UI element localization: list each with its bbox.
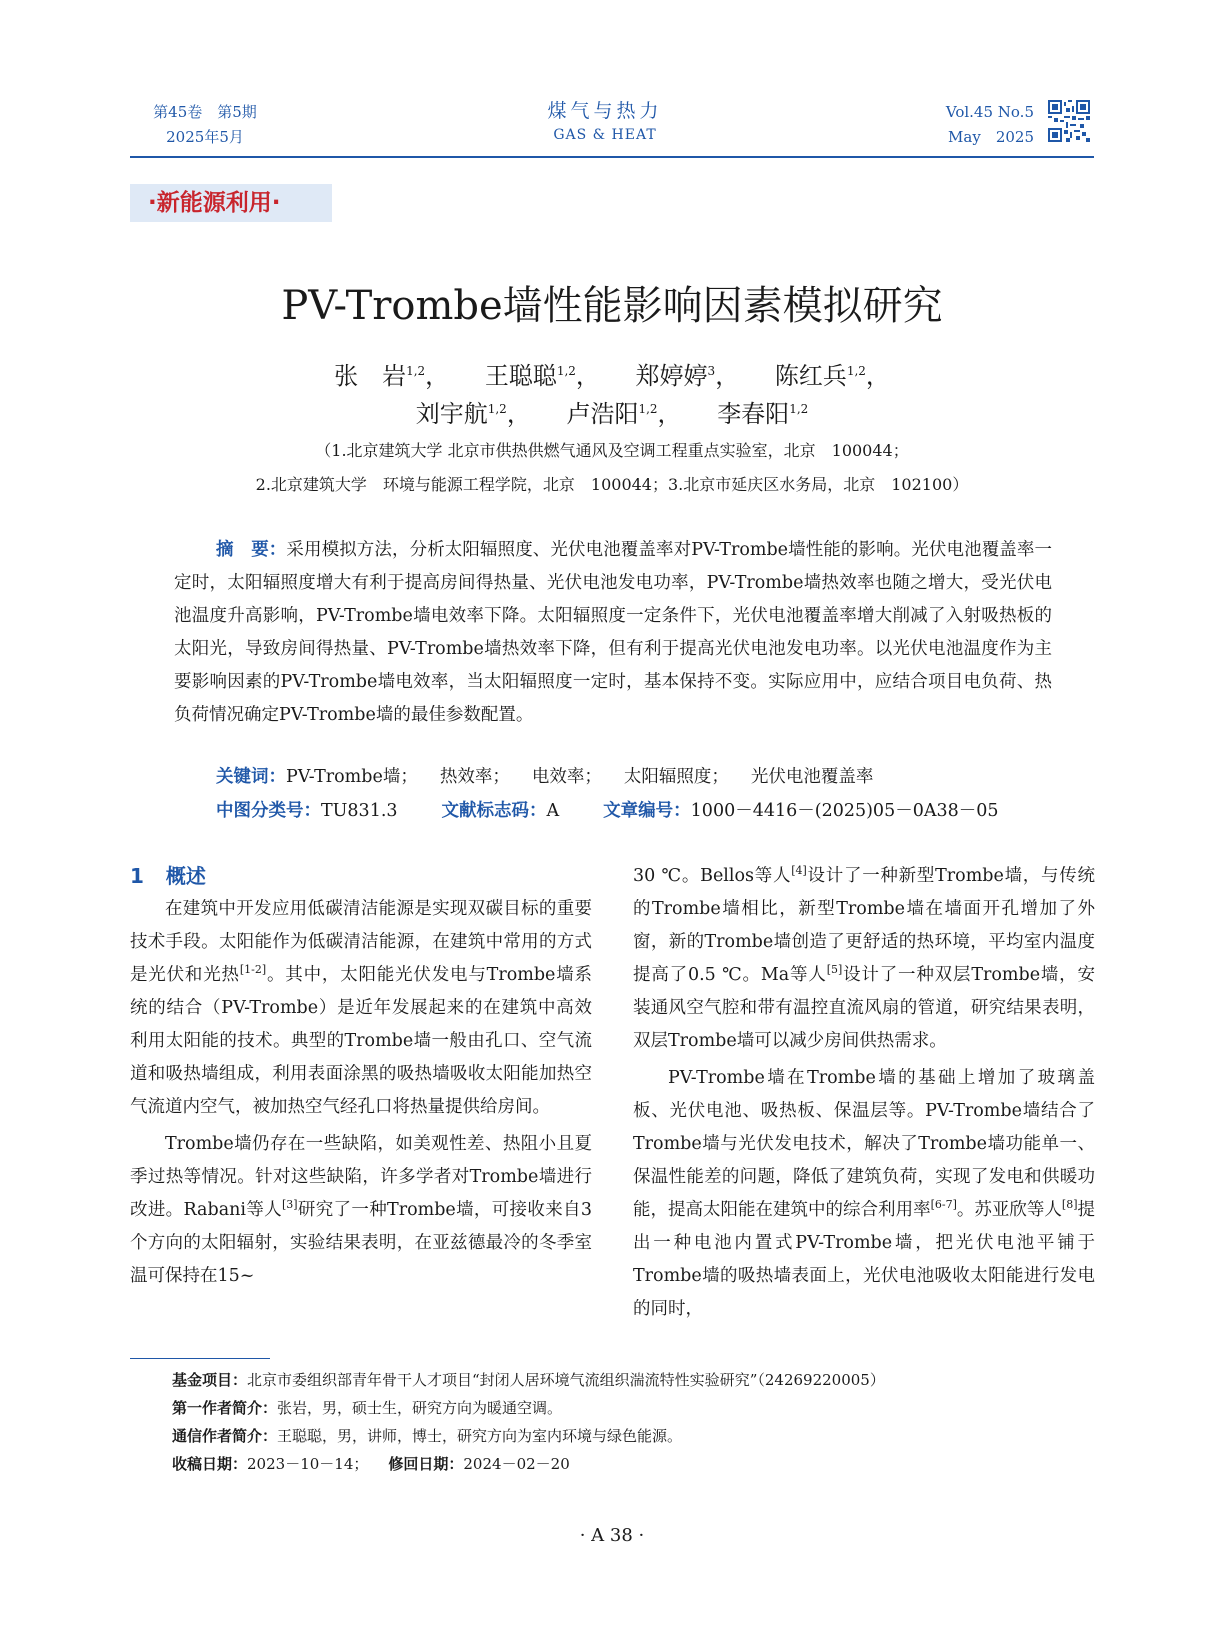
keyword: 太阳辐照度；: [623, 767, 729, 787]
journal-name-en: GAS & HEAT: [553, 127, 657, 143]
footnote-fund: 基金项目：北京市委组织部青年骨干人才项目“封闭人居环境气流组织湍流特性实验研究”（24269220005）: [172, 1371, 885, 1389]
author-list-line-2: [0, 396, 1224, 432]
page-number: · A 38 ·: [579, 1525, 645, 1546]
citation: [8]: [1061, 1198, 1078, 1212]
abstract: [174, 534, 1052, 732]
citation: [3]: [281, 1198, 298, 1212]
journal-issue-info-en: [938, 100, 1034, 150]
author: 王聪聪$^{1,2}$，: [484, 362, 600, 390]
keywords-label: 关键词：: [216, 767, 286, 787]
author: 陈红兵$^{1,2}$，: [774, 362, 890, 390]
volume-issue: 第45卷 第5期: [153, 103, 257, 121]
citation: [5]: [826, 963, 843, 977]
citation: [4]: [791, 864, 807, 878]
qr-code-icon: [1048, 100, 1090, 142]
body-paragraph: 30 ℃。Bellos等人[4]设计了一种新型Trombe墙，与传统的Trombe墙相比，新型Trombe墙在墙面开孔增加了外窗，新的Trombe墙创造了更舒适的热环境，平均室内温度提高了0.5 ℃。Ma等人[5]设计了一种双层Trombe墙，安装通风空气腔和带有温控直流风扇的管道，研究结果表明，双层Trombe墙可以减少房间供热需求。: [633, 864, 1095, 1051]
body-column-right: [633, 860, 1095, 1326]
author: 刘宇航$^{1,2}$，: [415, 400, 531, 428]
body-paragraph: PV-Trombe墙在Trombe墙的基础上增加了玻璃盖板、光伏电池、吸热板、保温层等。PV-Trombe墙结合了Trombe墙与光伏发电技术，解决了Trombe墙功能单一、保温性能差的问题，降低了建筑负荷，实现了发电和供暖功能，提高太阳能在建筑中的综合利用率[6-7]。苏亚欣等人[8]提出一种电池内置式PV-Trombe墙，把光伏电池平铺于Trombe墙的吸热墙表面上，光伏电池吸收太阳能进行发电的同时，: [633, 1068, 1096, 1319]
keywords: [216, 762, 873, 792]
keyword: 电效率；: [531, 767, 602, 787]
footnote-first-author: 第一作者简介：张岩，男，硕士生，研究方向为暖通空调。: [172, 1399, 563, 1417]
section-tag: ·新能源利用·: [130, 184, 332, 222]
journal-name-cn: 煤气与热力: [547, 100, 663, 122]
section-heading: 1 概述: [130, 864, 206, 888]
keyword: PV-Trombe墙；: [286, 767, 418, 787]
author: 郑婷婷$^3$，: [635, 362, 740, 390]
keyword: 热效率；: [439, 767, 510, 787]
classification-info: [216, 796, 999, 826]
author-list-line-1: [0, 358, 1224, 394]
clc-value: TU831.3: [321, 801, 398, 821]
volume-issue-en: Vol.45 No.5: [945, 103, 1034, 121]
issue-date-en: May 2025: [948, 128, 1034, 146]
citation: [1-2]: [239, 963, 267, 977]
issue-date-cn: 2025年5月: [166, 128, 244, 146]
affiliation-line-2: 2.北京建筑大学 环境与能源工程学院，北京 100044；3.北京市延庆区水务局，北京 102100）: [255, 475, 969, 494]
clc-label: 中图分类号：: [216, 801, 321, 821]
header-rule: [130, 156, 1094, 158]
affiliation-line-1: （1.北京建筑大学 北京市供热供燃气通风及空调工程重点实验室，北京 100044；: [315, 441, 909, 460]
author: 李春阳$^{1,2}$: [717, 400, 809, 428]
author: 张 岩$^{1,2}$，: [334, 362, 450, 390]
journal-name: [490, 98, 720, 146]
abstract-label: 摘 要：: [216, 540, 287, 560]
paper-title: PV-Trombe墙性能影响因素模拟研究: [281, 283, 943, 329]
body-paragraph: 在建筑中开发应用低碳清洁能源是实现双碳目标的重要技术手段。太阳能作为低碳清洁能源，在建筑中常用的方式是光伏和光热[1-2]。其中，太阳能光伏发电与Trombe墙系统的结合（PV-Trombe）是近年发展起来的在建筑中高效利用太阳能的技术。典型的Trombe墙一般由孔口、空气流道和吸热墙组成，利用表面涂黑的吸热墙吸收太阳能加热空气流道内空气，被加热空气经孔口将热量提供给房间。: [130, 899, 593, 1117]
author: 卢浩阳$^{1,2}$，: [566, 400, 682, 428]
footnote-rule: [130, 1358, 270, 1359]
article-number-value: 1000－4416－(2025)05－0A38－05: [690, 801, 999, 821]
doc-code-label: 文献标志码：: [441, 801, 547, 821]
footnote-corresponding-author: 通信作者简介：王聪聪，男，讲师，博士，研究方向为室内环境与绿色能源。: [172, 1427, 683, 1445]
citation: [6-7]: [930, 1198, 957, 1212]
article-number-label: 文章编号：: [603, 801, 691, 821]
abstract-text: 采用模拟方法，分析太阳辐照度、光伏电池覆盖率对PV-Trombe墙性能的影响。光伏电池覆盖率一定时，太阳辐照度增大有利于提高房间得热量、光伏电池发电功率，PV-Trombe墙热效率也随之增大，受光伏电池温度升高影响，PV-Trombe墙电效率下降。太阳辐照度一定条件下，光伏电池覆盖率增大削减了入射吸热板的太阳光，导致房间得热量、PV-Trombe墙热效率下降，但有利于提高光伏电池发电功率。以光伏电池温度作为主要影响因素的PV-Trombe墙电效率，当太阳辐照度一定时，基本保持不变。实际应用中，应结合项目电负荷、热负荷情况确定PV-Trombe墙的最佳参数配置。: [174, 540, 1053, 725]
body-paragraph: Trombe墙仍存在一些缺陷，如美观性差、热阻小且夏季过热等情况。针对这些缺陷，许多学者对Trombe墙进行改进。Rabani等人[3]研究了一种Trombe墙，可接收来自3个方向的太阳辐射，实验结果表明，在亚兹德最冷的冬季室温可保持在15~: [130, 1134, 592, 1286]
doc-code-value: A: [546, 801, 560, 821]
journal-issue-info: [140, 100, 270, 150]
body-column-left: [130, 860, 592, 1293]
footnote-dates: 收稿日期：2023－10－14； 修回日期：2024－02－20: [172, 1455, 570, 1473]
keyword: 光伏电池覆盖率: [750, 767, 874, 787]
